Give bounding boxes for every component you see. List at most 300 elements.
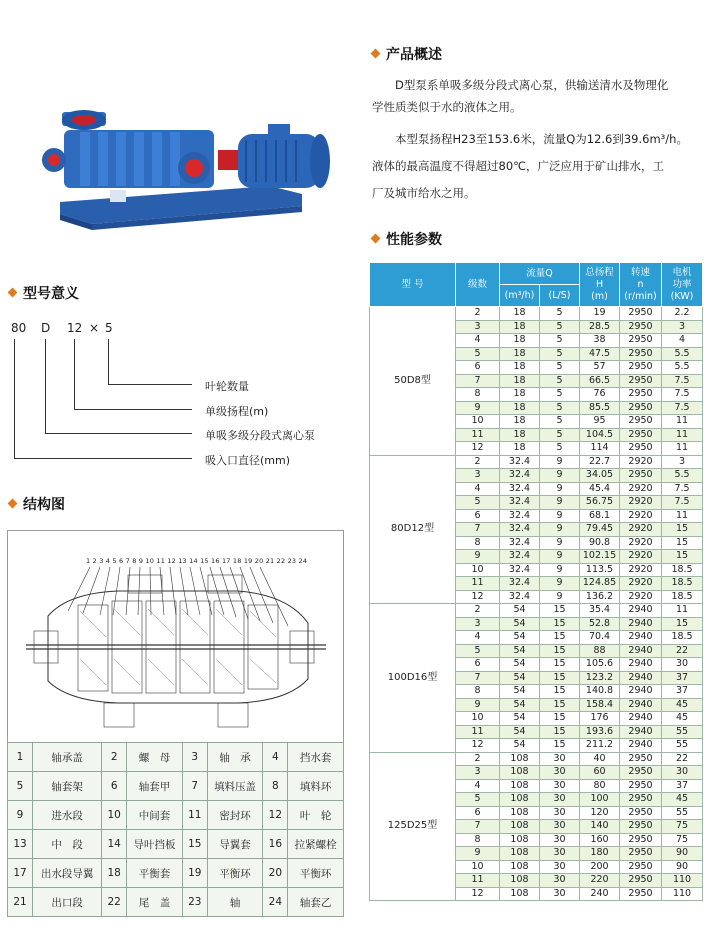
perf-cell: 12 (456, 590, 500, 604)
perf-cell: 32.4 (500, 577, 540, 591)
perf-cell: 108 (500, 820, 540, 834)
perf-cell: 30 (540, 833, 580, 847)
perf-cell: 9 (456, 847, 500, 861)
perf-cell: 40 (580, 752, 620, 766)
leader-line (74, 339, 75, 410)
perf-cell: 10 (456, 860, 500, 874)
perf-cell: 100 (580, 793, 620, 807)
perf-cell: 2920 (620, 536, 662, 550)
perf-cell: 54 (500, 725, 540, 739)
leader-line (14, 458, 192, 459)
perf-cell: 2950 (620, 874, 662, 888)
perf-cell: 9 (540, 509, 580, 523)
perf-cell: 18 (500, 388, 540, 402)
perf-cell: 4 (456, 779, 500, 793)
perf-cell: 30 (540, 847, 580, 861)
perf-cell: 240 (580, 887, 620, 901)
perf-cell: 5 (540, 361, 580, 375)
header-speed: 转速 n (r/min) (620, 263, 662, 307)
perf-cell: 30 (540, 806, 580, 820)
perf-cell: 15 (662, 617, 703, 631)
perf-cell: 2950 (620, 428, 662, 442)
perf-cell: 18.5 (662, 590, 703, 604)
perf-cell: 54 (500, 604, 540, 618)
perf-cell: 32.4 (500, 536, 540, 550)
perf-cell: 18 (500, 415, 540, 429)
perf-cell: 30 (540, 820, 580, 834)
perf-cell: 7.5 (662, 401, 703, 415)
part-name: 平衡套 (127, 859, 183, 888)
perf-cell: 7.5 (662, 388, 703, 402)
perf-cell: 108 (500, 847, 540, 861)
perf-cell: 2920 (620, 550, 662, 564)
perf-cell: 32.4 (500, 455, 540, 469)
perf-cell: 32.4 (500, 550, 540, 564)
perf-cell: 2950 (620, 833, 662, 847)
perf-cell: 5 (540, 307, 580, 321)
part-name: 轴 (207, 888, 263, 917)
perf-cell: 11 (456, 874, 500, 888)
parts-row (8, 743, 344, 772)
part-name: 导翼套 (207, 830, 263, 859)
label-inlet-diameter: 吸入口直径(mm) (205, 454, 291, 467)
perf-cell: 9 (456, 401, 500, 415)
header-flow-ls: (L/S) (540, 285, 580, 307)
header-model: 型 号 (370, 263, 456, 307)
part-number: 20 (263, 859, 288, 888)
diamond-bullet-icon (8, 498, 18, 508)
part-number: 19 (182, 859, 207, 888)
perf-cell: 160 (580, 833, 620, 847)
perf-cell: 18 (500, 361, 540, 375)
perf-cell: 193.6 (580, 725, 620, 739)
perf-cell: 140 (580, 820, 620, 834)
perf-cell: 120 (580, 806, 620, 820)
perf-cell: 5 (540, 334, 580, 348)
perf-cell: 15 (662, 550, 703, 564)
perf-cell: 2950 (620, 307, 662, 321)
perf-cell: 2920 (620, 496, 662, 510)
diamond-bullet-icon (371, 233, 381, 243)
perf-cell: 7.5 (662, 482, 703, 496)
perf-cell: 4 (456, 482, 500, 496)
parts-row (8, 830, 344, 859)
perf-cell: 90.8 (580, 536, 620, 550)
part-name: 中 段 (33, 830, 102, 859)
perf-cell: 2950 (620, 361, 662, 375)
perf-cell: 88 (580, 644, 620, 658)
part-number: 3 (182, 743, 207, 772)
part-name: 轴 承 (207, 743, 263, 772)
parts-row (8, 801, 344, 830)
perf-cell: 55 (662, 806, 703, 820)
perf-cell: 9 (540, 536, 580, 550)
perf-cell: 30 (540, 779, 580, 793)
perf-cell: 12 (456, 739, 500, 753)
perf-cell: 54 (500, 631, 540, 645)
perf-cell: 9 (540, 523, 580, 537)
part-name: 叶 轮 (288, 801, 344, 830)
perf-cell: 8 (456, 536, 500, 550)
perf-row (370, 307, 703, 321)
perf-cell: 55 (662, 725, 703, 739)
parts-table (7, 742, 344, 917)
header-flow: 流量Q (500, 263, 580, 285)
perf-cell: 76 (580, 388, 620, 402)
perf-cell: 9 (540, 469, 580, 483)
perf-cell: 2950 (620, 766, 662, 780)
overview-line-3: 本型泵扬程H23至153.6米，流量Q为12.6到39.6m³/h。 (395, 132, 688, 146)
perf-cell: 45.4 (580, 482, 620, 496)
perf-cell: 32.4 (500, 590, 540, 604)
perf-cell: 5 (540, 374, 580, 388)
header-flow-m3h: (m³/h) (500, 285, 540, 307)
perf-cell: 54 (500, 698, 540, 712)
perf-cell: 2950 (620, 442, 662, 456)
perf-cell: 110 (662, 887, 703, 901)
perf-cell: 30 (662, 766, 703, 780)
perf-cell: 3 (456, 469, 500, 483)
perf-cell: 136.2 (580, 590, 620, 604)
perf-cell: 18 (500, 347, 540, 361)
perf-cell: 108 (500, 874, 540, 888)
perf-cell: 37 (662, 685, 703, 699)
perf-cell: 2920 (620, 523, 662, 537)
perf-cell: 5 (540, 415, 580, 429)
header-power: 电机 功率 (KW) (662, 263, 703, 307)
perf-cell: 15 (662, 536, 703, 550)
label-pump-type: 单吸多级分段式离心泵 (205, 429, 315, 442)
leader-line (74, 409, 192, 410)
parts-row (8, 859, 344, 888)
part-number: 5 (8, 772, 33, 801)
perf-cell: 47.5 (580, 347, 620, 361)
part-name: 出口段 (33, 888, 102, 917)
perf-cell: 7.5 (662, 374, 703, 388)
perf-cell: 66.5 (580, 374, 620, 388)
structure-title: 结构图 (9, 494, 65, 514)
perf-cell: 10 (456, 563, 500, 577)
perf-cell: 90 (662, 847, 703, 861)
perf-cell: 90 (662, 860, 703, 874)
perf-cell: 5 (540, 320, 580, 334)
perf-cell: 18 (500, 428, 540, 442)
perf-cell: 2920 (620, 563, 662, 577)
perf-cell: 9 (540, 496, 580, 510)
perf-cell: 15 (540, 671, 580, 685)
perf-cell: 140.8 (580, 685, 620, 699)
perf-cell: 52.8 (580, 617, 620, 631)
perf-cell: 6 (456, 806, 500, 820)
part-number: 17 (8, 859, 33, 888)
perf-cell: 15 (540, 739, 580, 753)
perf-cell: 34.05 (580, 469, 620, 483)
perf-cell: 108 (500, 793, 540, 807)
perf-cell: 15 (540, 631, 580, 645)
part-number: 10 (102, 801, 127, 830)
leader-line (108, 384, 192, 385)
perf-cell: 2950 (620, 887, 662, 901)
perf-cell: 22 (662, 644, 703, 658)
perf-cell: 2950 (620, 779, 662, 793)
part-name: 进水段 (33, 801, 102, 830)
perf-cell: 3 (456, 617, 500, 631)
perf-cell: 9 (456, 550, 500, 564)
perf-cell: 2940 (620, 617, 662, 631)
diamond-bullet-icon (371, 48, 381, 58)
part-number: 22 (102, 888, 127, 917)
perf-cell: 108 (500, 833, 540, 847)
part-name: 出水段导翼 (33, 859, 102, 888)
part-name: 拉紧螺栓 (288, 830, 344, 859)
perf-cell: 180 (580, 847, 620, 861)
perf-cell: 38 (580, 334, 620, 348)
perf-cell: 22.7 (580, 455, 620, 469)
part-number: 12 (263, 801, 288, 830)
perf-cell: 54 (500, 671, 540, 685)
perf-cell: 104.5 (580, 428, 620, 442)
perf-cell: 2950 (620, 374, 662, 388)
perf-cell: 15 (540, 685, 580, 699)
perf-cell: 2950 (620, 820, 662, 834)
perf-cell: 95 (580, 415, 620, 429)
perf-cell: 108 (500, 887, 540, 901)
perf-cell: 9 (456, 698, 500, 712)
part-number: 6 (102, 772, 127, 801)
header-head: 总扬程 H (m) (580, 263, 620, 307)
perf-cell: 2 (456, 604, 500, 618)
overview-line-4: 液体的最高温度不得超过80℃，广泛应用于矿山排水，工 (372, 159, 665, 173)
perf-cell: 15 (540, 617, 580, 631)
perf-cell: 18 (500, 442, 540, 456)
perf-cell: 176 (580, 712, 620, 726)
perf-cell: 15 (540, 725, 580, 739)
overview-line-2: 学性质类似于水的液体之用。 (372, 100, 522, 114)
overview-title: 产品概述 (372, 44, 442, 64)
perf-cell: 54 (500, 685, 540, 699)
overview-line-5: 厂及城市给水之用。 (372, 186, 476, 200)
part-number: 4 (263, 743, 288, 772)
part-number: 21 (8, 888, 33, 917)
perf-cell: 12 (456, 887, 500, 901)
perf-cell: 7 (456, 820, 500, 834)
perf-cell: 124.85 (580, 577, 620, 591)
part-name: 轴承盖 (33, 743, 102, 772)
perf-cell: 54 (500, 644, 540, 658)
perf-cell: 5.5 (662, 469, 703, 483)
part-number: 13 (8, 830, 33, 859)
perf-cell: 2920 (620, 482, 662, 496)
perf-cell: 158.4 (580, 698, 620, 712)
part-number: 9 (8, 801, 33, 830)
perf-cell: 11 (662, 509, 703, 523)
perf-cell: 15 (662, 523, 703, 537)
structure-drawing (7, 530, 344, 744)
perf-cell: 114 (580, 442, 620, 456)
diamond-bullet-icon (8, 287, 18, 297)
perf-cell: 2950 (620, 847, 662, 861)
perf-cell: 18.5 (662, 577, 703, 591)
leader-line (45, 339, 46, 434)
perf-cell: 4 (456, 631, 500, 645)
perf-cell: 105.6 (580, 658, 620, 672)
perf-cell: 2920 (620, 590, 662, 604)
perf-cell: 7 (456, 374, 500, 388)
perf-cell: 22 (662, 752, 703, 766)
perf-cell: 7.5 (662, 496, 703, 510)
perf-cell: 6 (456, 509, 500, 523)
part-name: 轴套架 (33, 772, 102, 801)
perf-cell: 5.5 (662, 347, 703, 361)
perf-cell: 11 (662, 428, 703, 442)
perf-cell: 2950 (620, 469, 662, 483)
part-name: 平衡环 (288, 859, 344, 888)
perf-cell: 5 (540, 442, 580, 456)
perf-cell: 5 (456, 793, 500, 807)
perf-cell: 79.45 (580, 523, 620, 537)
part-name: 尾 盖 (127, 888, 183, 917)
part-number: 1 (8, 743, 33, 772)
perf-cell: 15 (540, 698, 580, 712)
perf-cell: 123.2 (580, 671, 620, 685)
perf-cell: 2950 (620, 793, 662, 807)
overview-line-1: D型泵系单吸多级分段式离心泵，供输送清水及物理化 (395, 78, 669, 92)
part-name: 导叶挡板 (127, 830, 183, 859)
perf-title: 性能参数 (372, 229, 442, 249)
perf-cell: 32.4 (500, 523, 540, 537)
perf-cell: 2920 (620, 455, 662, 469)
perf-cell: 18 (500, 334, 540, 348)
header-stages: 级数 (456, 263, 500, 307)
leader-line (108, 339, 109, 385)
perf-cell: 2940 (620, 712, 662, 726)
perf-cell: 54 (500, 739, 540, 753)
part-name: 轴套甲 (127, 772, 183, 801)
callout-numbers: 1 2 3 4 5 6 7 8 9 10 11 12 13 14 15 16 17 18 19 20 21 22 23 24 (86, 557, 308, 565)
perf-cell: 30 (540, 874, 580, 888)
perf-cell: 15 (540, 712, 580, 726)
perf-cell: 108 (500, 860, 540, 874)
perf-cell: 5 (540, 428, 580, 442)
perf-cell: 5 (456, 347, 500, 361)
part-number: 14 (102, 830, 127, 859)
perf-row (370, 455, 703, 469)
perf-cell: 6 (456, 361, 500, 375)
perf-cell: 19 (580, 307, 620, 321)
perf-cell: 68.1 (580, 509, 620, 523)
perf-cell: 32.4 (500, 509, 540, 523)
perf-cell: 200 (580, 860, 620, 874)
perf-cell: 220 (580, 874, 620, 888)
perf-cell: 3 (456, 320, 500, 334)
perf-cell: 18.5 (662, 631, 703, 645)
perf-cell: 37 (662, 779, 703, 793)
perf-cell: 2940 (620, 671, 662, 685)
perf-cell: 5 (456, 644, 500, 658)
perf-cell: 11 (662, 604, 703, 618)
perf-cell: 45 (662, 698, 703, 712)
perf-cell: 15 (540, 658, 580, 672)
perf-cell: 2950 (620, 860, 662, 874)
perf-cell: 35.4 (580, 604, 620, 618)
perf-cell: 18 (500, 320, 540, 334)
perf-cell: 2940 (620, 644, 662, 658)
perf-cell: 10 (456, 415, 500, 429)
perf-cell: 30 (540, 860, 580, 874)
perf-cell: 15 (540, 604, 580, 618)
part-number: 23 (182, 888, 207, 917)
pump-photo (40, 90, 340, 230)
perf-cell: 11 (456, 428, 500, 442)
perf-cell: 5 (456, 496, 500, 510)
model-cell: 80D12型 (370, 455, 456, 604)
perf-cell: 5 (540, 347, 580, 361)
leader-line (45, 433, 192, 434)
perf-cell: 8 (456, 833, 500, 847)
perf-cell: 85.5 (580, 401, 620, 415)
perf-cell: 9 (540, 577, 580, 591)
perf-cell: 30 (540, 793, 580, 807)
perf-cell: 55 (662, 739, 703, 753)
part-number: 16 (263, 830, 288, 859)
part-number: 11 (182, 801, 207, 830)
perf-cell: 7 (456, 671, 500, 685)
perf-cell: 2 (456, 307, 500, 321)
perf-cell: 32.4 (500, 469, 540, 483)
perf-cell: 102.15 (580, 550, 620, 564)
perf-cell: 3 (456, 766, 500, 780)
perf-cell: 2950 (620, 320, 662, 334)
perf-cell: 11 (662, 442, 703, 456)
perf-cell: 11 (456, 725, 500, 739)
perf-cell: 2950 (620, 388, 662, 402)
perf-cell: 2950 (620, 752, 662, 766)
perf-cell: 9 (540, 590, 580, 604)
perf-cell: 60 (580, 766, 620, 780)
perf-cell: 2.2 (662, 307, 703, 321)
perf-row (370, 604, 703, 618)
performance-table (369, 262, 703, 901)
perf-cell: 37 (662, 671, 703, 685)
perf-cell: 12 (456, 442, 500, 456)
perf-cell: 30 (540, 887, 580, 901)
perf-cell: 80 (580, 779, 620, 793)
perf-cell: 2940 (620, 698, 662, 712)
perf-cell: 30 (662, 658, 703, 672)
perf-cell: 108 (500, 806, 540, 820)
perf-cell: 45 (662, 712, 703, 726)
perf-cell: 75 (662, 820, 703, 834)
part-number: 18 (102, 859, 127, 888)
perf-cell: 2950 (620, 401, 662, 415)
perf-cell: 2950 (620, 806, 662, 820)
perf-cell: 30 (540, 752, 580, 766)
perf-cell: 2950 (620, 415, 662, 429)
code-type: D (41, 321, 51, 335)
perf-cell: 18 (500, 401, 540, 415)
perf-cell: 4 (456, 334, 500, 348)
perf-cell: 6 (456, 658, 500, 672)
part-number: 24 (263, 888, 288, 917)
perf-cell: 9 (540, 563, 580, 577)
perf-cell: 110 (662, 874, 703, 888)
perf-cell: 108 (500, 766, 540, 780)
label-stage-head: 单级扬程(m) (205, 405, 269, 418)
perf-cell: 3 (662, 320, 703, 334)
perf-cell: 4 (662, 334, 703, 348)
perf-cell: 28.5 (580, 320, 620, 334)
part-name: 轴套乙 (288, 888, 344, 917)
